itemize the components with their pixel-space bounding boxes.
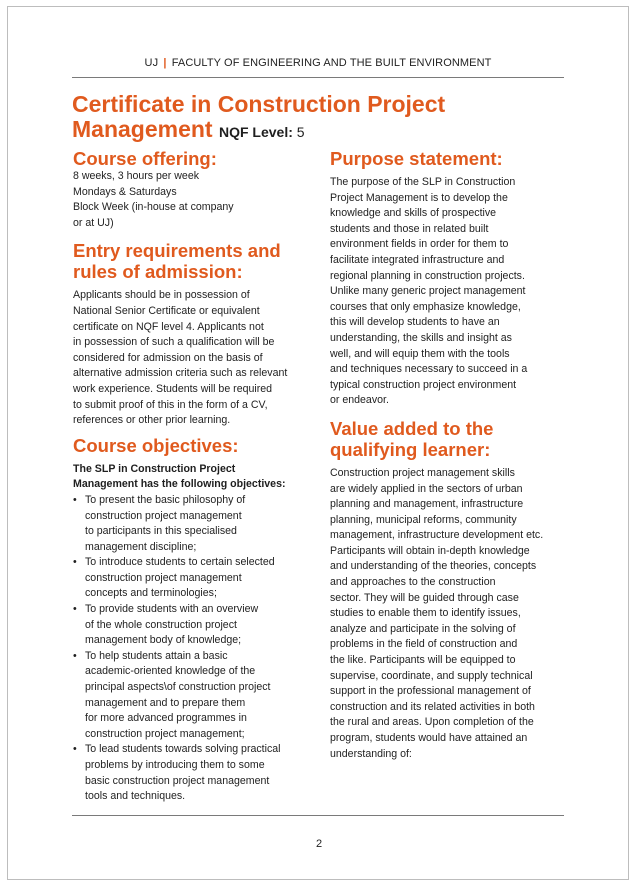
footer-rule — [72, 815, 564, 816]
value-line: Participants will obtain in-depth knowledge — [330, 544, 530, 557]
objective-line: construction project management; — [85, 727, 245, 740]
nqf-level — [219, 124, 305, 140]
course-offering-text — [73, 169, 308, 231]
value-line: Construction project management skills — [330, 466, 515, 479]
value-line: planning and management, infrastructure — [330, 498, 524, 511]
objective-item — [73, 742, 308, 804]
objective-line: basic construction project management — [85, 774, 270, 787]
right-column — [330, 148, 568, 762]
value-line: the like. Participants will be equipped to — [330, 654, 516, 667]
nqf-label: NQF Level: — [218, 124, 293, 140]
entry-line: Applicants should be in possession of — [73, 289, 250, 302]
objective-line: • To introduce students to certain selected — [85, 556, 275, 569]
header-org: UJ — [144, 57, 159, 69]
page-header — [72, 57, 564, 69]
left-column — [73, 148, 308, 805]
header-rule — [72, 77, 564, 78]
objective-line: tools and techniques. — [85, 790, 186, 803]
objective-line: academic-oriented knowledge of the — [85, 665, 256, 678]
purpose-line: or endeavor. — [330, 394, 389, 407]
objectives-intro-line: Management has the following objectives: — [73, 478, 286, 491]
value-line: and understanding of the theories, concepts — [330, 560, 537, 573]
header-faculty: FACULTY OF ENGINEERING AND THE BUILT ENVIRONMENT — [171, 57, 492, 69]
purpose-line: typical construction project environment — [330, 378, 517, 391]
value-heading-line: Value added to the — [330, 417, 494, 439]
page-title — [72, 92, 572, 145]
entry-heading-line: Entry requirements and — [73, 240, 281, 262]
value-line: and approaches to the construction — [330, 576, 496, 589]
objective-line: principal aspects\of construction project — [85, 681, 271, 694]
purpose-line: knowledge and skills of prospective — [330, 207, 497, 220]
purpose-line: regional planning in construction projects. — [330, 269, 525, 282]
objective-line: construction project management — [85, 571, 242, 584]
objective-item — [73, 555, 308, 602]
objective-line: to participants in this specialised — [85, 525, 237, 538]
course-offering-heading: Course offering: — [73, 148, 217, 169]
objective-line: construction project management — [85, 509, 242, 522]
entry-line: alternative admission criteria such as relevant — [73, 367, 288, 380]
value-line: are widely applied in the sectors of urban — [330, 482, 523, 495]
value-line: understanding of: — [330, 747, 412, 760]
objective-line: concepts and terminologies; — [85, 587, 217, 600]
course-objectives-heading: Course objectives: — [73, 434, 239, 456]
value-added-text — [330, 466, 568, 762]
objective-line: • To present the basic philosophy of — [85, 493, 246, 506]
title-line-2-text: Management — [72, 116, 213, 142]
objective-line: • To provide students with an overview — [85, 603, 259, 616]
purpose-line: this will develop students to have an — [330, 316, 500, 329]
course-offering-line: 8 weeks, 3 hours per week — [73, 170, 200, 182]
purpose-line: Project Management is to develop the — [330, 191, 508, 204]
value-line: studies to enable them to identify issues, — [330, 607, 521, 620]
entry-line: National Senior Certificate or equivalent — [73, 304, 260, 317]
entry-line: work experience. Students will be required — [73, 382, 273, 395]
entry-requirements-text — [73, 288, 308, 428]
objective-line: problems by introducing them to some — [85, 759, 265, 771]
objectives-intro-line: The SLP in Construction Project — [73, 462, 236, 475]
value-line: construction and its related activities in both — [330, 700, 535, 713]
purpose-line: well, and will equip them with the tools — [330, 347, 510, 360]
value-line: the rural and areas. Upon completion of the — [330, 716, 534, 729]
value-line: planning, municipal reforms, community — [330, 513, 517, 526]
value-line: support in the professional management of — [330, 685, 531, 698]
course-offering-line: Block Week (in-house at company — [73, 201, 234, 214]
value-line: analyze and participate in the solving of — [330, 622, 516, 635]
value-line: supervise, coordinate, and supply technical — [330, 669, 533, 682]
title-line-2 — [72, 117, 572, 145]
course-offering-line: Mondays & Saturdays — [73, 185, 177, 198]
objective-line: management body of knowledge; — [85, 634, 242, 647]
entry-line: certificate on NQF level 4. Applicants not — [73, 320, 264, 333]
objectives-intro — [73, 462, 308, 493]
title-line-1: Certificate in Construction Project — [72, 91, 446, 117]
value-heading-line: qualifying learner: — [330, 438, 491, 460]
value-added-heading — [330, 418, 568, 460]
objective-item — [73, 649, 308, 743]
entry-requirements-heading — [73, 240, 308, 282]
purpose-heading: Purpose statement: — [330, 148, 503, 169]
purpose-line: students and those in related built — [330, 222, 489, 235]
objective-line: • To help students attain a basic — [85, 649, 228, 662]
objective-line: • To lead students towards solving practical — [85, 743, 281, 756]
objective-item — [73, 493, 308, 555]
course-offering-line: or at UJ) — [73, 216, 114, 229]
entry-line: references or other prior learning. — [73, 414, 231, 427]
purpose-line: Unlike many generic project management — [330, 285, 526, 298]
objectives-list — [73, 493, 308, 805]
objective-item — [73, 602, 308, 649]
entry-heading-line: rules of admission: — [73, 261, 243, 283]
objective-line: management discipline; — [85, 540, 197, 553]
objective-line: management and to prepare them — [85, 696, 246, 709]
entry-line: in possession of such a qualification will be — [73, 336, 275, 349]
purpose-line: courses that only emphasize knowledge, — [330, 300, 521, 313]
purpose-line: facilitate integrated infrastructure and — [330, 253, 505, 266]
entry-line: considered for admission on the basis of — [73, 351, 263, 364]
header-separator: | — [163, 57, 167, 69]
purpose-line: environment fields in order for them to — [330, 238, 509, 251]
objective-line: for more advanced programmes in — [85, 712, 247, 725]
value-line: program, students would have attained an — [330, 732, 528, 744]
entry-line: to submit proof of this in the form of a CV, — [73, 398, 268, 411]
purpose-line: and techniques necessary to succeed in a — [330, 363, 528, 376]
purpose-line: The purpose of the SLP in Construction — [330, 176, 516, 188]
value-line: problems in the field of construction and — [330, 638, 518, 651]
objective-line: of the whole construction project — [85, 618, 237, 631]
value-line: sector. They will be guided through case — [330, 591, 519, 604]
purpose-text — [330, 175, 568, 409]
purpose-line: understanding, the skills and insight as — [330, 331, 512, 344]
value-line: management, infrastructure development etc. — [330, 529, 544, 542]
nqf-value: 5 — [296, 124, 305, 140]
page-number: 2 — [315, 838, 323, 850]
